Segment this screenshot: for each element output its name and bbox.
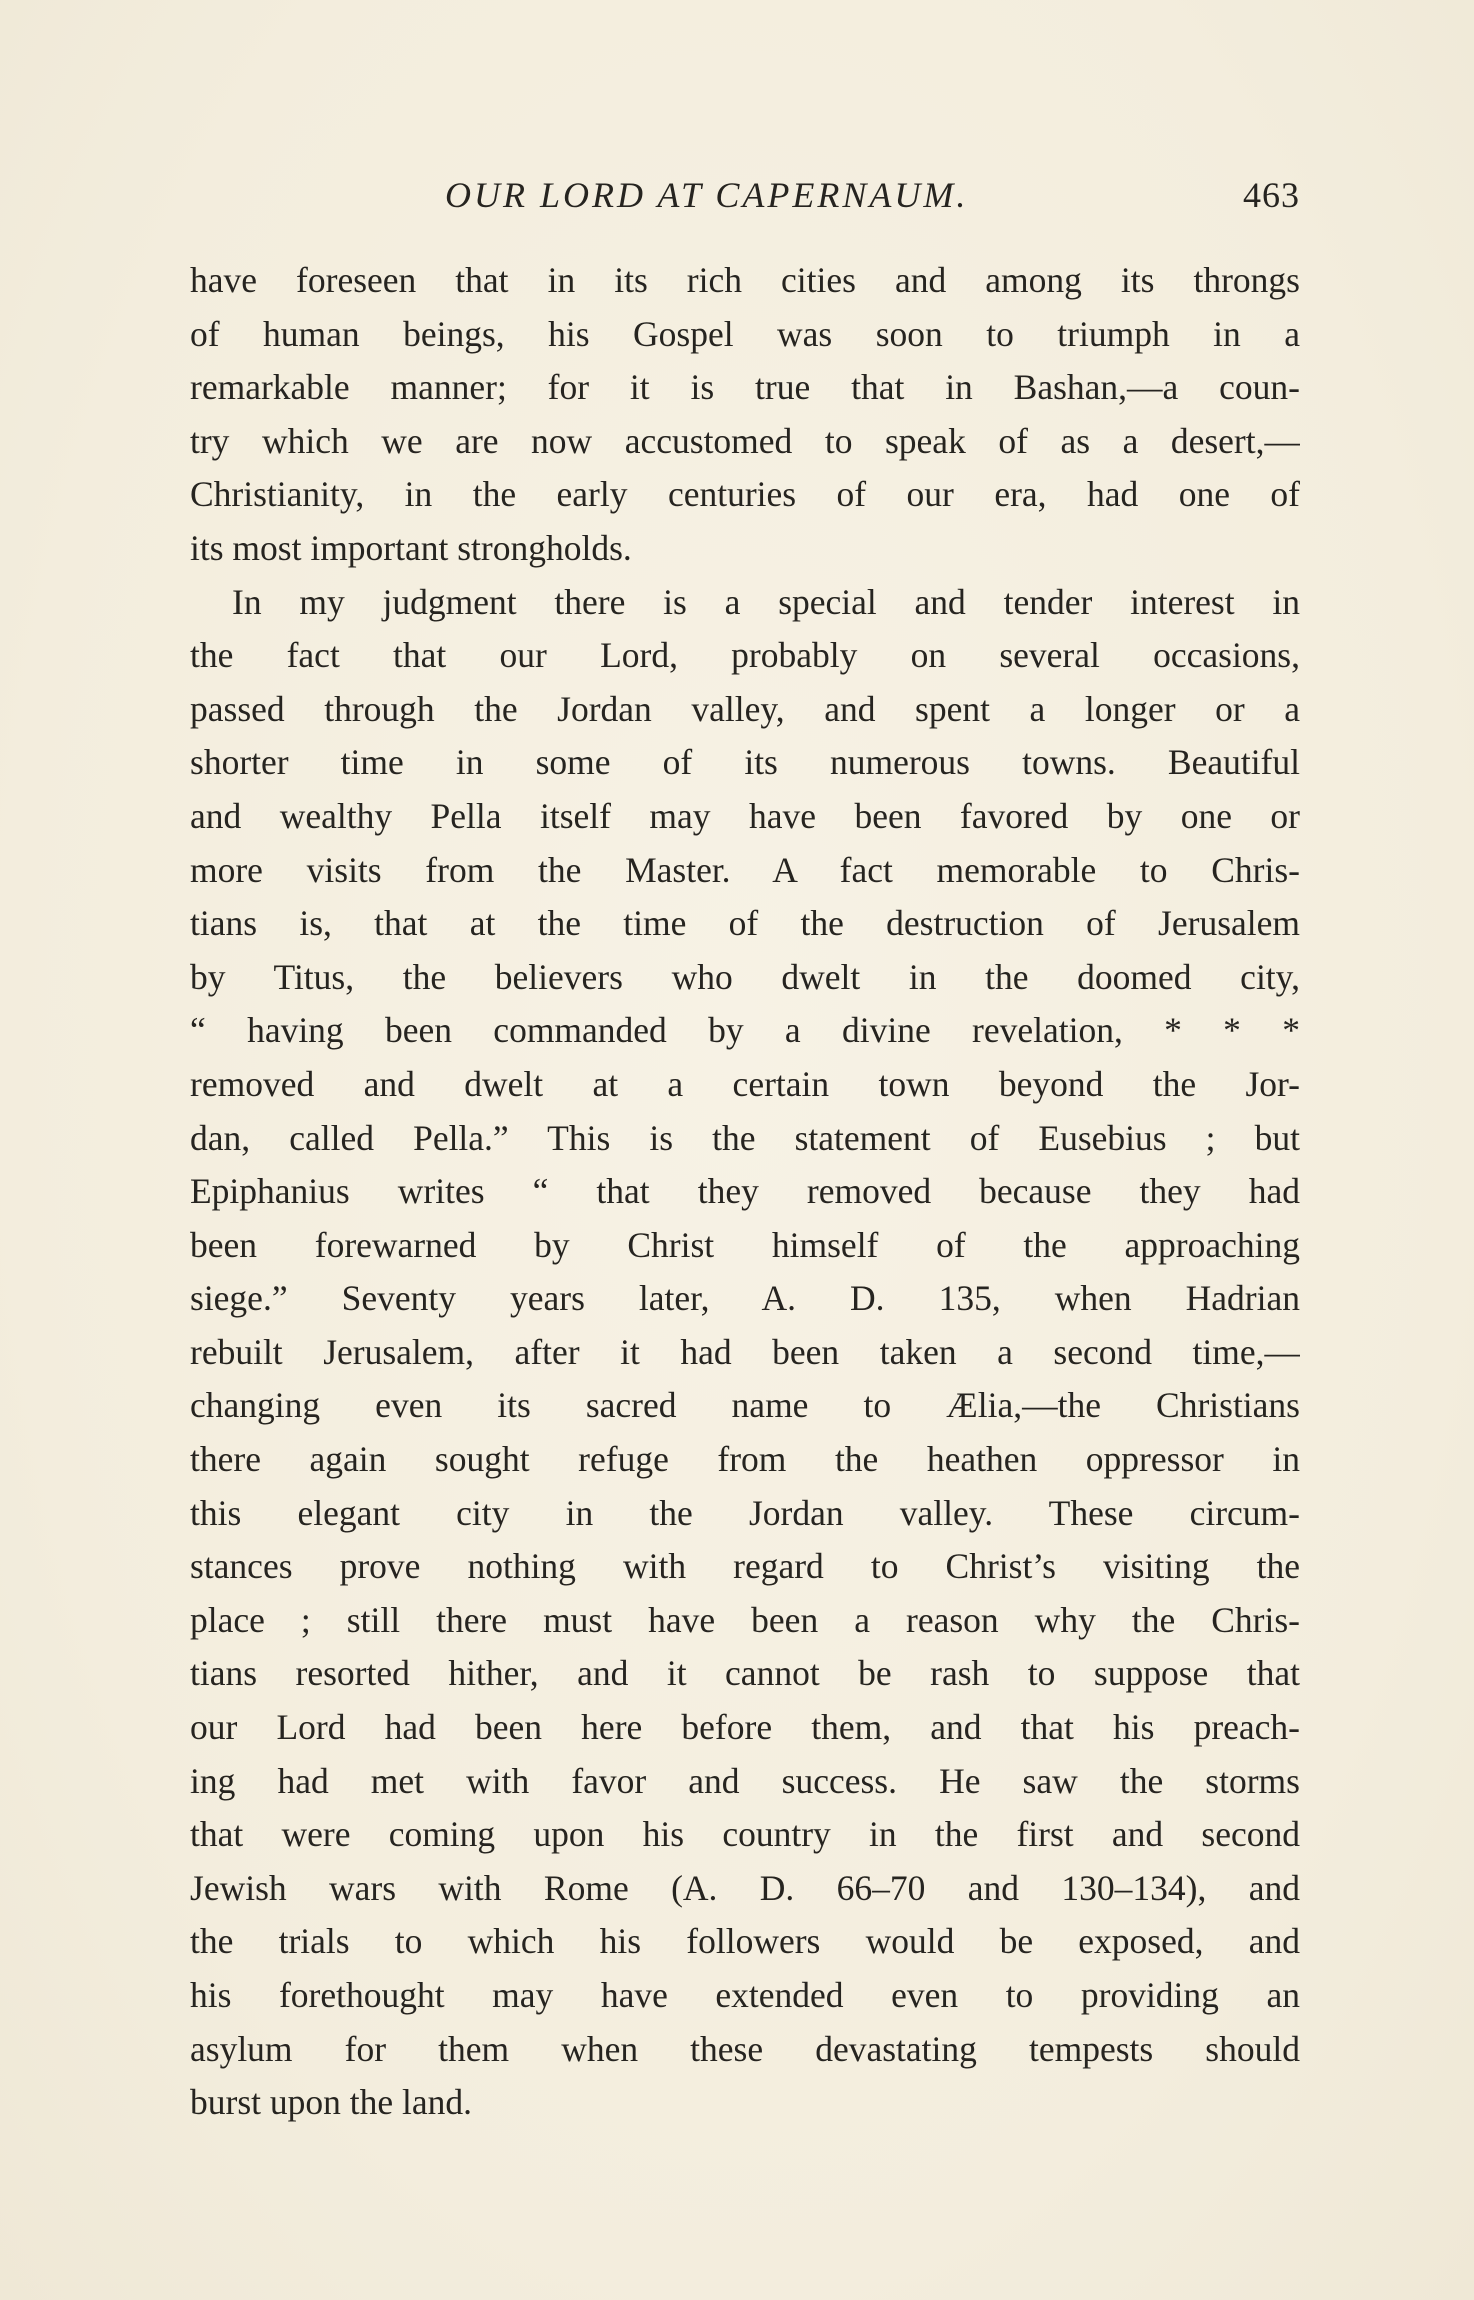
text-line: “ having been commanded by a divine revelation, * * * (190, 1010, 1300, 1051)
text-line: rebuilt Jerusalem, after it had been taken a second time,— (190, 1331, 1300, 1372)
text-line: changing even its sacred name to Ælia,—the Christians (190, 1385, 1300, 1426)
text-line: by Titus, the believers who dwelt in the doomed city, (190, 956, 1300, 997)
text-line: and wealthy Pella itself may have been favored by one or (190, 795, 1300, 836)
text-line: been forewarned by Christ himself of the approaching (190, 1224, 1300, 1265)
text-line: Christianity, in the early centuries of our era, had one of (190, 474, 1300, 515)
text-line: remarkable manner; for it is true that in Bashan,—a coun- (190, 367, 1300, 408)
text-line: removed and dwelt at a certain town beyond the Jor- (190, 1063, 1300, 1104)
text-line: Epiphanius writes “ that they removed because they had (190, 1171, 1300, 1212)
text-line: Jewish wars with Rome (A. D. 66–70 and 130–134), and (190, 1867, 1300, 1908)
text-line: passed through the Jordan valley, and spent a longer or a (190, 688, 1300, 729)
running-title: OUR LORD AT CAPERNAUM. (445, 175, 969, 215)
text-line: have foreseen that in its rich cities and among its throngs (190, 260, 1300, 300)
text-line: try which we are now accustomed to speak of as a desert,— (190, 420, 1300, 461)
text-line: burst upon the land. (190, 2082, 472, 2123)
text-line: dan, called Pella.” This is the statement of Eusebius ; but (190, 1117, 1300, 1158)
text-line: ing had met with favor and success. He saw the storms (190, 1760, 1300, 1801)
text-line: there again sought refuge from the heathen oppressor in (190, 1439, 1300, 1480)
text-line: that were coming upon his country in the first and second (190, 1814, 1300, 1855)
text-line: the trials to which his followers would be exposed, and (190, 1921, 1300, 1962)
page-number: 463 (1243, 175, 1300, 215)
text-line: tians is, that at the time of the destruction of Jerusalem (190, 903, 1300, 944)
text-line: shorter time in some of its numerous towns. Beautiful (190, 742, 1300, 783)
text-line: tians resorted hither, and it cannot be rash to suppose that (190, 1653, 1300, 1694)
body-text (190, 254, 1300, 2130)
text-line: this elegant city in the Jordan valley. These circum- (190, 1492, 1300, 1533)
text-line: siege.” Seventy years later, A. D. 135, when Hadrian (190, 1278, 1300, 1319)
text-line: stances prove nothing with regard to Christ’s visiting the (190, 1546, 1300, 1587)
running-head (190, 170, 1300, 220)
text-line: his forethought may have extended even to providing an (190, 1975, 1300, 2015)
text-line: more visits from the Master. A fact memorable to Chris- (190, 849, 1300, 890)
text-line: place ; still there must have been a reason why the Chris- (190, 1599, 1300, 1640)
text-line: our Lord had been here before them, and that his preach- (190, 1707, 1300, 1748)
text-line: asylum for them when these devastating tempests should (190, 2028, 1300, 2069)
text-line: In my judgment there is a special and tender interest in (232, 581, 1300, 622)
text-line: the fact that our Lord, probably on several occasions, (190, 635, 1300, 676)
text-line: of human beings, his Gospel was soon to triumph in a (190, 313, 1300, 354)
text-line: its most important strongholds. (190, 527, 632, 568)
